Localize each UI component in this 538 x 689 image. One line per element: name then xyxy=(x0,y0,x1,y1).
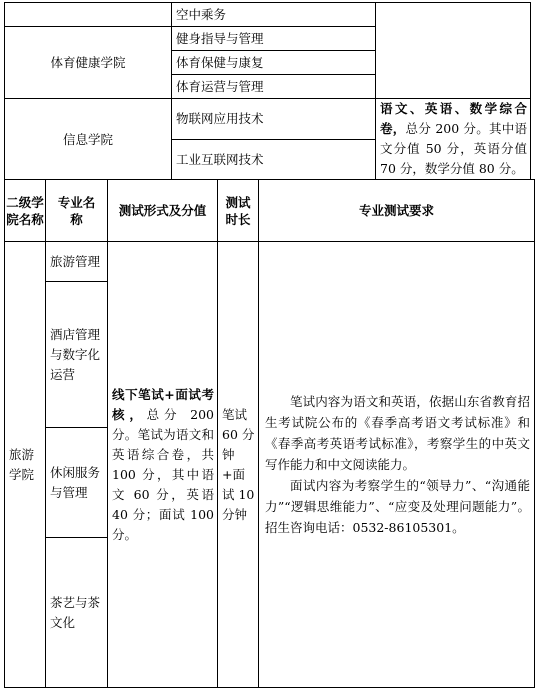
major-cell: 体育保健与康复 xyxy=(172,51,376,75)
requirement-paragraph: 笔试内容为语文和英语，依据山东省教育招生考试院公布的《春季高考语文考试标准》和《春季高考英语考试标准》，考察学生的中英文写作能力和中文阅读能力。 xyxy=(265,394,530,472)
requirement-paragraph: 面试内容为考察学生的“领导力”、“沟通能力”“逻辑思维能力”、“应变及处理问题能力”。招生咨询电话：0532-86105301。 xyxy=(265,478,530,535)
document-page xyxy=(4,2,535,688)
college-name-info: 信息学院 xyxy=(5,99,172,180)
header-duration: 测试时长 xyxy=(218,180,259,242)
empty-cell xyxy=(376,3,531,99)
empty-cell xyxy=(5,3,172,27)
major-cell: 休闲服务与管理 xyxy=(46,428,108,538)
major-cell: 空中乘务 xyxy=(172,3,376,27)
major-cell: 物联网应用技术 xyxy=(172,99,376,140)
requirement-cell xyxy=(259,242,535,688)
exam-description xyxy=(108,242,218,688)
major-cell: 体育运营与管理 xyxy=(172,75,376,99)
header-requirement: 专业测试要求 xyxy=(259,180,535,242)
major-cell: 旅游管理 xyxy=(46,242,108,282)
major-cell: 健身指导与管理 xyxy=(172,27,376,51)
exam-description xyxy=(376,99,531,180)
major-cell: 工业互联网技术 xyxy=(172,139,376,180)
exam-text: 总分 200 分。笔试为语文和英语综合卷，共 100 分，其中语文 60 分，英语 40 分；面试 100 分。 xyxy=(112,406,214,542)
major-cell: 茶艺与茶文化 xyxy=(46,538,108,688)
header-major: 专业名称 xyxy=(46,180,108,242)
header-college: 二级学院名称 xyxy=(5,180,46,242)
header-exam: 测试形式及分值 xyxy=(108,180,218,242)
college-majors-table xyxy=(4,2,531,180)
college-name-tourism: 旅游学院 xyxy=(5,242,46,688)
tourism-exam-table xyxy=(4,179,535,688)
major-cell: 酒店管理与数字化运营 xyxy=(46,282,108,428)
exam-text: 总分 200 分。其中语文分值 50 分，英语分值 70 分，数学分值 80 分。 xyxy=(380,121,527,176)
exam-bold-text: 语文、英语、数学综合卷， xyxy=(380,101,527,136)
exam-bold-text: 线下笔试+面试考核， xyxy=(112,386,214,422)
duration-cell: 笔试 60 分钟+面试 10 分钟 xyxy=(218,242,259,688)
college-name-sports: 体育健康学院 xyxy=(5,27,172,99)
